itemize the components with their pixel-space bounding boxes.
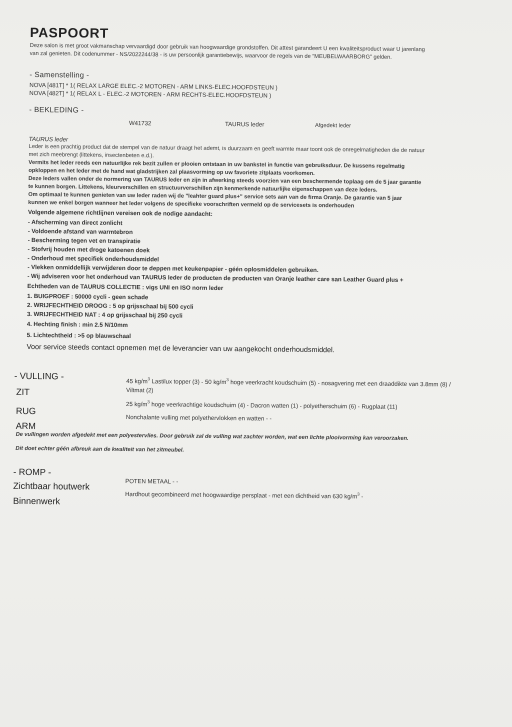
taurus-line: 2. WRIJFECHTHEID DROOG : 5 op grijsschaal bij 500 cycli (27, 302, 194, 311)
taurus-line: kunnen we enkel borgen wanneer het leder volgens de specifieke voorschriften vermeld op de servicesets is onderhouden (28, 199, 355, 210)
arm-value: Nonchalante vulling met polyethervlokken en watten - - (125, 415, 272, 423)
taurus-line: 5. Lichtechtheid : >5 op blauwschaal (26, 332, 131, 341)
taurus-line: Volgende algemene richtlijnen vereisen ook de nodige aandacht: (28, 209, 213, 218)
vulling-note-2: Dit doet echter géén afbreuk aan de kwaliteit van het zitmeubel. (15, 445, 185, 454)
taurus-line: Leder is een prachtig product dat de stempel van de natuur draagt het ademt, is duurzaam en geeft warmte maar toont ook de onregelmatigheden die de natuur (28, 143, 425, 155)
zicht-value: POTEN METAAL - - (125, 479, 179, 486)
taurus-line: Vermits het leder reeds een natuurlijke rek bezit zullen er plooien ontstaan in uw banksteI in functie van gebruiksduur. De kussens regelmatig (28, 159, 405, 170)
taurus-line: - Afscherming van direct zonlicht (27, 219, 123, 227)
samenstelling-line-1: NOVA [481T] * 1( RELAX LARGE ELEC.-2 MOTOREN - ARM LINKS-ELEC.HOOFDSTEUN ) (29, 82, 278, 92)
rug-label: RUG (15, 405, 37, 417)
intro-line-2: van zal genieten. Dit codenummer - NS/2022244/38 - is uw persoonlijk garantiebewijs, waarvoor de regels van de "MEUBELWAARBORG" gelden. (29, 50, 392, 61)
taurus-line: - Onderhoud met specifiek onderhoudsmiddel (27, 255, 159, 264)
taurus-line: 1. BUIGPROEF : 50000 cycli - geen schade (27, 293, 149, 302)
taurus-line: Echtheden van de TAURUS COLLECTIE : vigs UNI en ISO norm leder (27, 283, 224, 293)
bekleding-note: Afgedekt leder (314, 122, 352, 130)
zit-value-2: Viltmat (2) (126, 388, 154, 395)
taurus-line: 4. Hechting finish : min 2.5 N/10mm (26, 321, 128, 330)
samenstelling-heading: - Samenstelling - (29, 69, 90, 80)
taurus-title: TAURUS leder (28, 136, 69, 144)
taurus-line: opkloppen en het leder met de hand wat gladstrijken zal plaasvorming op uw favoriete zitplaats voorkomen. (28, 167, 315, 177)
arm-label: ARM (15, 420, 36, 432)
taurus-line: te kunnen borgen. Littekens, kleurverschillen en structuurverschillen zijn kenmerkende natuurlijke eigenschappen van deze leders. (28, 183, 378, 194)
page-title: PASPOORT (29, 25, 109, 41)
taurus-line: Om optimaal te kunnen genieten van uw leder raden wij de "leahter guard plus+" service sets aan van de firma Oranje. De garantie van 5 jaar (28, 191, 403, 202)
taurus-line: met zich meebrengt (littekens, insectenbeten e.d.). (28, 151, 154, 160)
samenstelling-line-2: NOVA [482T] * 1( RELAX L - ELEC.-2 MOTOREN - ARM RECHTS-ELEC.HOOFDSTEUN ) (29, 90, 272, 100)
taurus-line: - Stofvrij houden met droge katoenen doek (27, 246, 150, 255)
vulling-heading: - VULLING - (14, 370, 64, 382)
zit-label: ZIT (16, 386, 30, 398)
bekleding-code: W41732 (128, 121, 152, 128)
zicht-label: Zichtbaar houtwerk (13, 480, 90, 492)
bekleding-material: TAURUS leder (224, 122, 265, 129)
service-note: Voor service steeds contact opnemen met de leverancier van uw aangekocht onderhoudsmiddel. (26, 341, 335, 355)
vulling-note-1: De vullingen worden afgedekt met een polyestervlies. Door gebruik zal de vulling wat zachter worden, wat een lichte plooivorming kan veroorzaken. (15, 431, 409, 442)
taurus-line: - Voldoende afstand van warmtebron (27, 228, 133, 237)
bekleding-heading: - BEKLEDING - (29, 104, 84, 115)
rug-value: 25 $kg/m^3$ hoge veerkrachtige koudschuim (4) - Dacron watten (1) - polyetherschuim (6) - Rugplaat (11) (126, 399, 398, 411)
binnen-label: Binnenwerk (12, 495, 61, 507)
taurus-line: Deze leders vallen onder de normering van TAURUS leder en zijn in afwerking steeds voorzien van een beschermende toplaag om de 5 jaar garantie (28, 175, 422, 187)
taurus-line: - Wij adviseren voor het onderhoud van TAURUS leder de producten de producten van Oranje leather care san Leather Guard plus + (27, 273, 404, 284)
taurus-line: - Vlekken onmiddellijk verwijderen door te deppen met keukenpapier - géén oplosmiddelen gebruiken. (27, 264, 319, 275)
taurus-line: 3. WRIJFECHTHEID NAT : 4 op grijsschaal bij 250 cycli (26, 311, 183, 320)
intro-line-1: Deze salon is met groot vakmanschap vervaardigd door gebruik van hoogwaardige grondstoffen. Dit attest garandeert U een kwaliteitsproduct waar U jarenlang (29, 42, 425, 54)
zit-value: 45 $kg/m^3$ Lastilux topper (3) - 50 $kg/m^3$ hoge veerkracht koudschuim (5) - nosagvering met een draaddikte van 3.8mm (8) / (126, 376, 451, 389)
passport-document (12, 25, 506, 507)
taurus-line: - Bescherming tegen vet en transpiratie (27, 237, 141, 246)
romp-heading: - ROMP - (13, 466, 52, 478)
binnen-value: Hardhout gecombineerd met hoogwaardige persplaat - met een dichtheid van 630 $kg/m^3$ - (125, 491, 364, 501)
